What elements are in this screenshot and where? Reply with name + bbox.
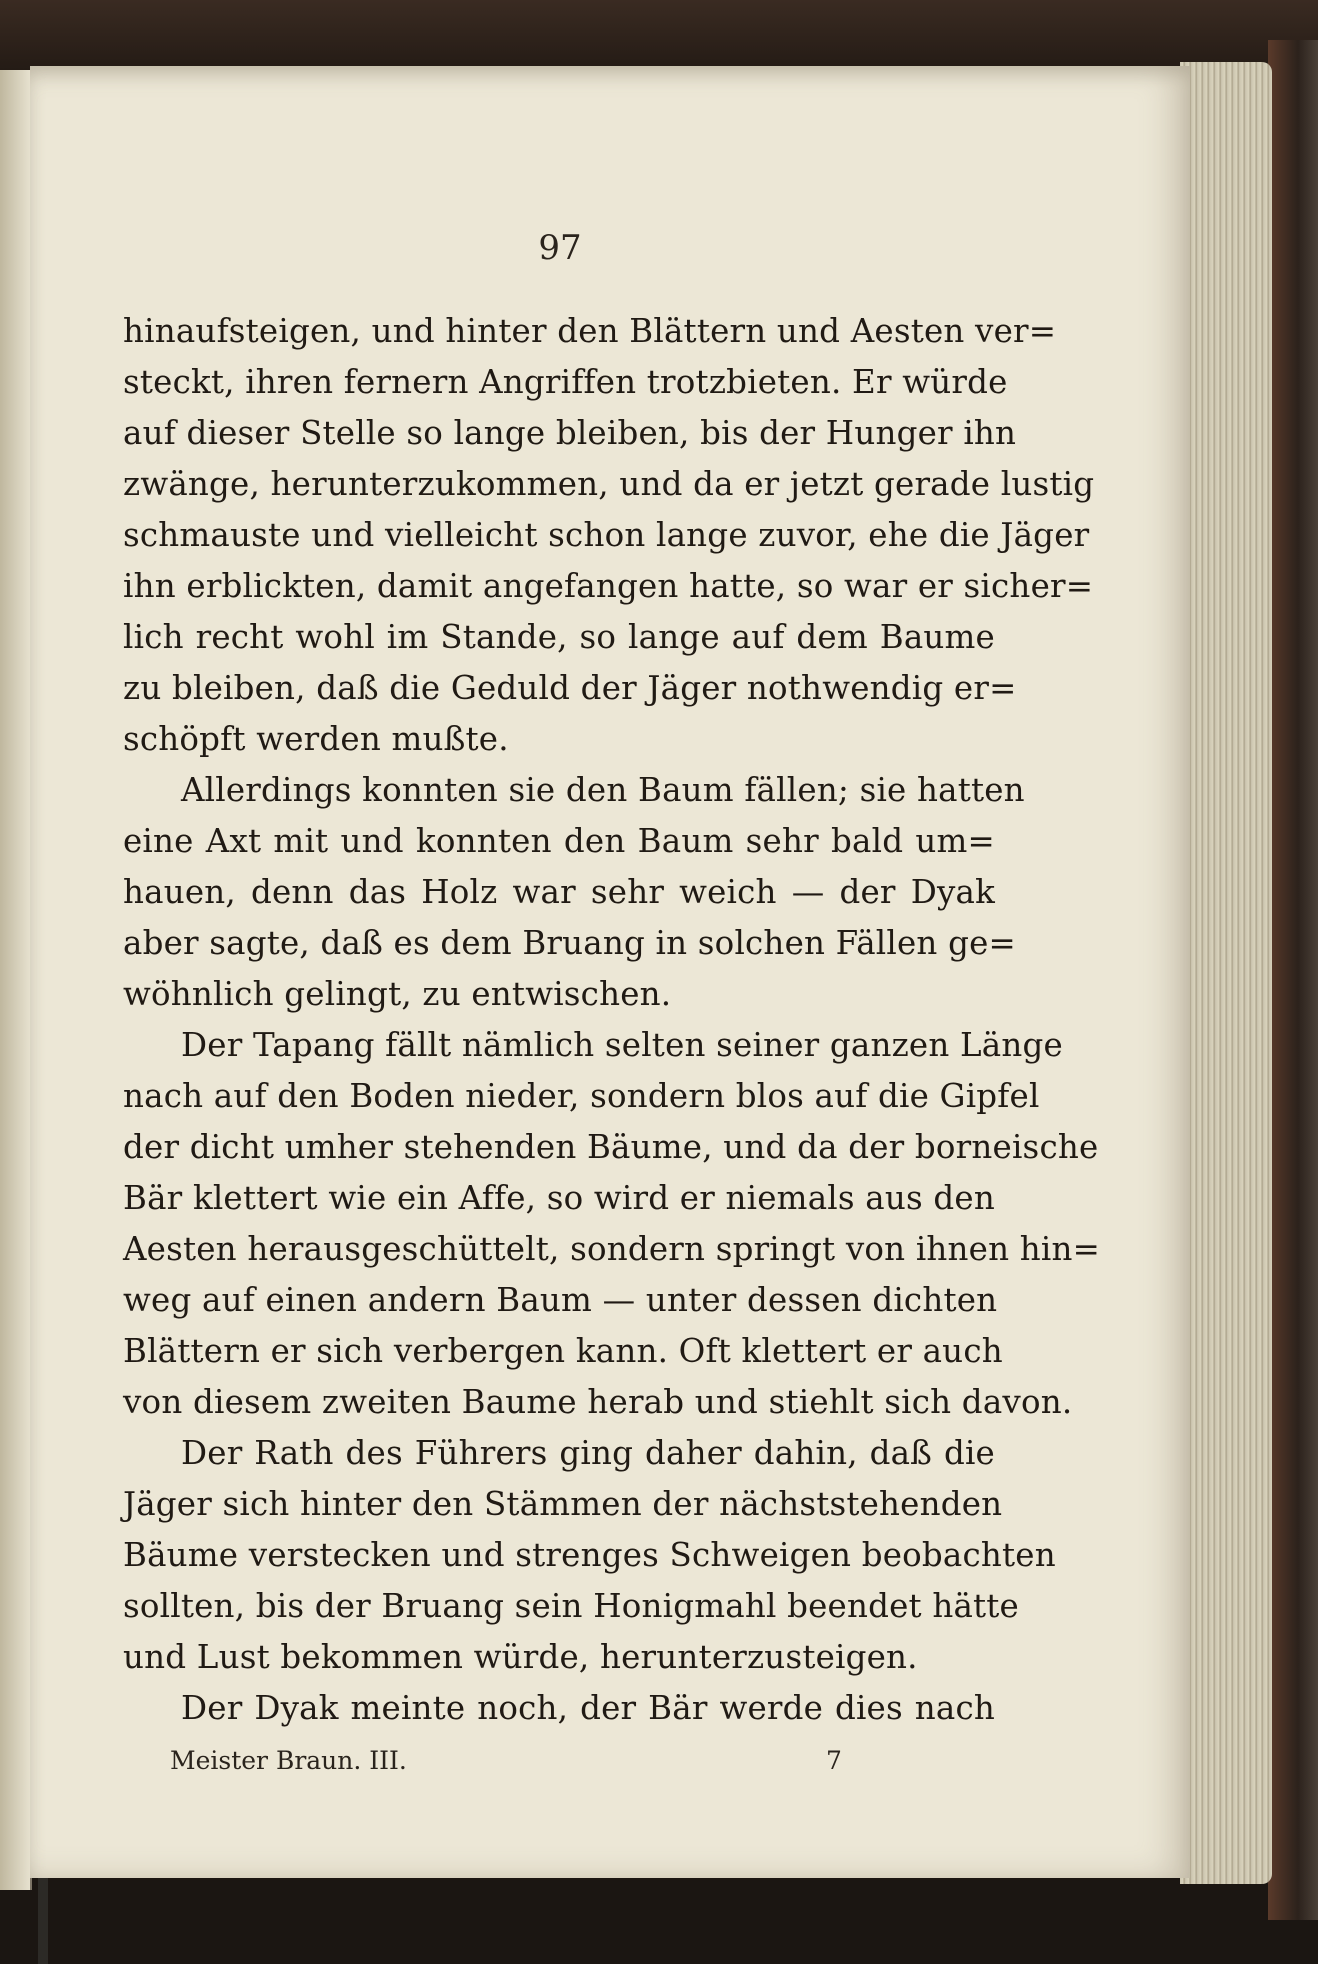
signature-mark: 7 [826, 1746, 842, 1775]
text-line: hauen, denn das Holz war sehr weich — der Dyak [123, 873, 995, 911]
text-line: zwänge, herunterzukommen, und da er jetzt gerade lustig [123, 465, 1095, 503]
paragraph-start-line: Der Tapang fällt nämlich selten seiner ganzen Länge [181, 1026, 1063, 1064]
page-number: 97 [538, 228, 582, 268]
page-edges [1180, 62, 1272, 1884]
text-line: sollten, bis der Bruang sein Honigmahl beendet hätte [123, 1587, 1019, 1625]
book-cover-top [0, 0, 1318, 70]
text-line: schöpft werden mußte. [123, 720, 509, 758]
paragraph-start-line: Der Rath des Führers ging daher dahin, daß die [181, 1434, 995, 1472]
text-line: der dicht umher stehenden Bäume, und da der borneische [123, 1128, 1099, 1166]
page-footer [170, 1746, 870, 1775]
text-line: eine Axt mit und konnten den Baum sehr bald um= [123, 822, 995, 860]
text-line: Jäger sich hinter den Stämmen der nächststehenden [123, 1485, 1003, 1523]
text-line: nach auf den Boden nieder, sondern blos auf die Gipfel [123, 1077, 1040, 1115]
text-line: hinaufsteigen, und hinter den Blättern und Aesten ver= [123, 312, 1057, 350]
paragraph-start-line: Allerdings konnten sie den Baum fällen; sie hatten [181, 771, 1025, 809]
text-line: wöhnlich gelingt, zu entwischen. [123, 975, 672, 1013]
text-line: Bär klettert wie ein Affe, so wird er niemals aus den [123, 1179, 995, 1217]
text-line: von diesem zweiten Baume herab und stiehlt sich davon. [123, 1383, 1073, 1421]
text-line: weg auf einen andern Baum — unter dessen dichten [123, 1281, 998, 1319]
text-line: und Lust bekommen würde, herunterzusteigen. [123, 1638, 918, 1676]
footer-title: Meister Braun. III. [170, 1746, 407, 1775]
text-line: Blättern er sich verbergen kann. Oft klettert er auch [123, 1332, 1003, 1370]
text-line: Bäume verstecken und strenges Schweigen beobachten [123, 1536, 1056, 1574]
left-page-edge [0, 70, 32, 1890]
text-line: auf dieser Stelle so lange bleiben, bis der Hunger ihn [123, 414, 1017, 452]
text-line: zu bleiben, daß die Geduld der Jäger nothwendig er= [123, 669, 1017, 707]
text-line: schmauste und vielleicht schon lange zuvor, ehe die Jäger [123, 516, 1090, 554]
paragraph-start-line: Der Dyak meinte noch, der Bär werde dies nach [181, 1689, 995, 1727]
body-text [123, 306, 1101, 1734]
text-line: Aesten herausgeschüttelt, sondern springt von ihnen hin= [123, 1230, 1101, 1268]
text-line: lich recht wohl im Stande, so lange auf dem Baume [123, 618, 995, 656]
book-cover-right [1268, 40, 1318, 1920]
text-line: aber sagte, daß es dem Bruang in solchen Fällen ge= [123, 924, 1016, 962]
book-page [30, 66, 1190, 1878]
text-line: steckt, ihren fernern Angriffen trotzbieten. Er würde [123, 363, 1008, 401]
text-line: ihn erblickten, damit angefangen hatte, so war er sicher= [123, 567, 1094, 605]
